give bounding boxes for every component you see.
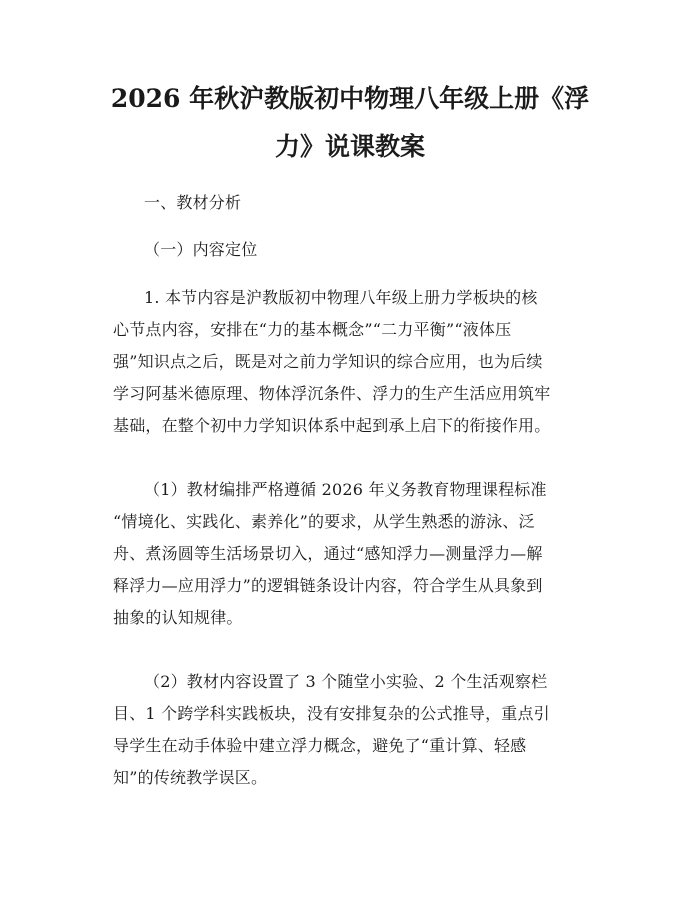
- paragraph-2-line-4: 释浮力—应用浮力”的逻辑链条设计内容，符合学生从具象到: [113, 576, 543, 595]
- paragraph-3-line-2: 目、1 个跨学科实践板块，没有安排复杂的公式推导，重点引: [113, 704, 550, 723]
- paragraph-3-line-1: （2）教材内容设置了 3 个随堂小实验、2 个生活观察栏: [144, 672, 548, 691]
- paragraph-1-line-1: 1. 本节内容是沪教版初中物理八年级上册力学板块的核: [144, 288, 538, 307]
- paragraph-3-line-4: 知”的传统教学误区。: [113, 768, 268, 787]
- paragraph-2-line-1: （1）教材编排严格遵循 2026 年义务教育物理课程标准: [144, 480, 547, 499]
- paragraph-1-line-5: 基础，在整个初中力学知识体系中起到承上启下的衔接作用。: [113, 416, 551, 435]
- paragraph-1-line-3: 强”知识点之后，既是对之前力学知识的综合应用，也为后续: [113, 352, 543, 371]
- paragraph-2-line-2: “情境化、实践化、素养化”的要求，从学生熟悉的游泳、泛: [113, 512, 535, 531]
- paragraph-1-line-4: 学习阿基米德原理、物体浮沉条件、浮力的生产生活应用筑牢: [113, 384, 551, 403]
- section-subheading: （一）内容定位: [144, 240, 258, 259]
- paragraph-1-line-2: 心节点内容，安排在“力的基本概念”“二力平衡”“液体压: [113, 320, 512, 339]
- paragraph-2-line-5: 抽象的认知规律。: [113, 608, 243, 627]
- section-heading: 一、教材分析: [144, 193, 242, 212]
- paragraph-3-line-3: 导学生在动手体验中建立浮力概念，避免了“重计算、轻感: [113, 736, 527, 755]
- paragraph-2-line-3: 舟、煮汤圆等生活场景切入，通过“感知浮力—测量浮力—解: [113, 544, 543, 563]
- document-title-line-1: 2026 年秋沪教版初中物理八年级上册《浮: [110, 84, 590, 113]
- document-title-line-2: 力》说课教案: [274, 132, 425, 161]
